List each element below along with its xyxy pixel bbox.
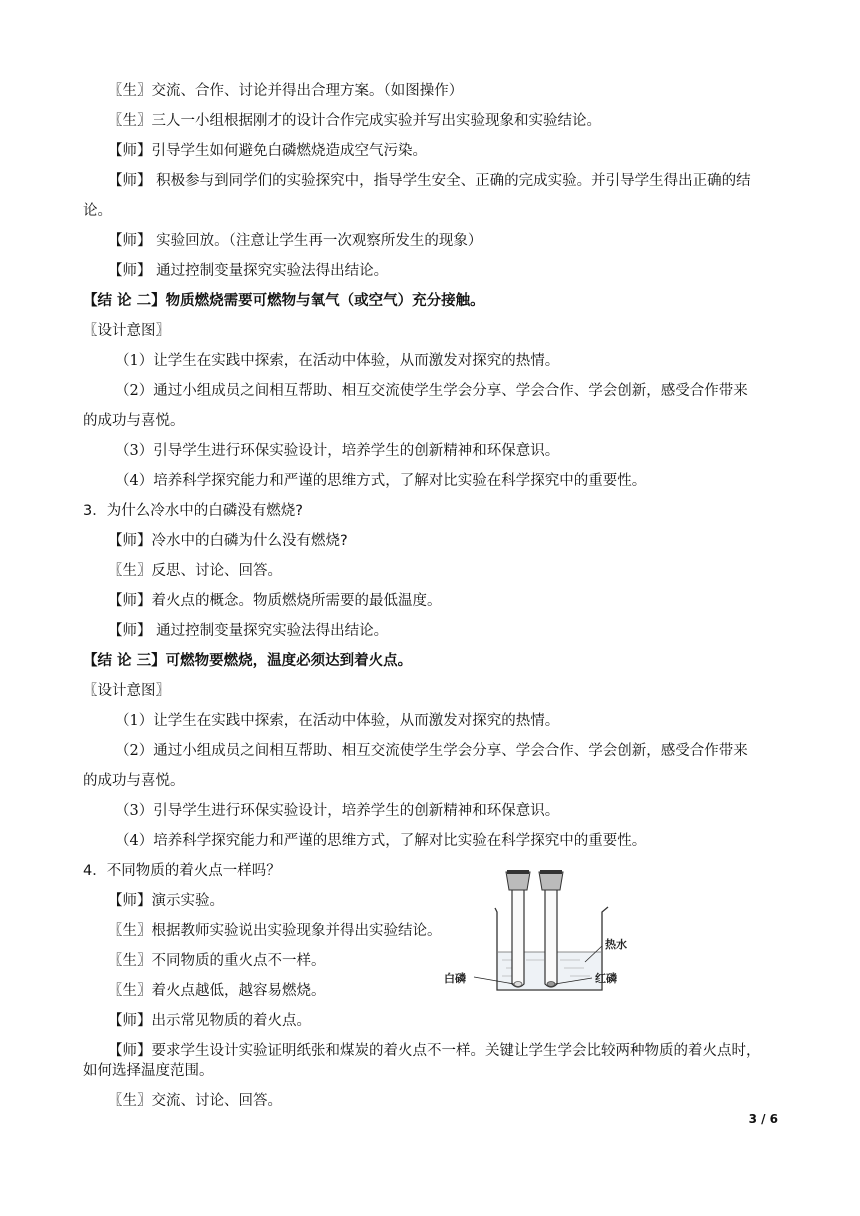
- label-red-phosphorus: 红磷: [595, 972, 617, 985]
- text-line: 〖生〗三人一小组根据刚才的设计合作完成实验并写出实验现象和实验结论。: [108, 113, 601, 129]
- section-heading: 〖设计意图〗: [83, 323, 170, 339]
- text-line: 【师】 积极参与到同学们的实验探究中，指导学生安全、正确的完成实验。并引导学生得出正确的结: [108, 173, 751, 189]
- text-line: 【师】冷水中的白磷为什么没有燃烧?: [108, 533, 348, 549]
- text-line: 〖生〗反思、讨论、回答。: [108, 563, 282, 579]
- text-line: 【师】 通过控制变量探究实验法得出结论。: [108, 623, 389, 639]
- red-phosphorus-sample: [547, 982, 555, 987]
- text-line: 〖生〗交流、讨论、回答。: [108, 1093, 282, 1109]
- text-line: 〖生〗不同物质的重火点不一样。: [108, 953, 326, 969]
- stopper-right: [539, 872, 563, 890]
- text-line: 〖生〗着火点越低，越容易燃烧。: [108, 983, 326, 999]
- text-line: 的成功与喜悦。: [83, 413, 185, 429]
- stopper-left: [506, 872, 530, 890]
- text-line: （3）引导学生进行环保实验设计，培养学生的创新精神和环保意识。: [115, 803, 560, 819]
- text-line: （1）让学生在实践中探索，在活动中体验，从而激发对探究的热情。: [115, 713, 560, 729]
- white-phosphorus-sample: [514, 982, 522, 987]
- text-line: 【师】着火点的概念。物质燃烧所需要的最低温度。: [108, 593, 442, 609]
- conclusion-heading: 【结 论 二】物质燃烧需要可燃物与氧气（或空气）充分接触。: [83, 293, 485, 309]
- text-line: 的成功与喜悦。: [83, 773, 185, 789]
- text-line: （1）让学生在实践中探索，在活动中体验，从而激发对探究的热情。: [115, 353, 560, 369]
- conclusion-heading: 【结 论 三】可燃物要燃烧，温度必须达到着火点。: [83, 653, 413, 669]
- numbered-question: 3．为什么冷水中的白磷没有燃烧?: [83, 503, 303, 519]
- text-line: 【师】 通过控制变量探究实验法得出结论。: [108, 263, 389, 279]
- page-number: 3 / 6: [748, 1112, 778, 1126]
- text-line: 【师】演示实验。: [108, 893, 224, 909]
- text-line: 〖生〗根据教师实验说出实验现象并得出实验结论。: [108, 923, 442, 939]
- experiment-figure: [440, 860, 640, 992]
- test-tube-left: [512, 882, 524, 987]
- label-hot-water: 热水: [605, 938, 627, 951]
- numbered-question: 4．不同物质的着火点一样吗？: [83, 863, 281, 879]
- text-line: 【师】出示常见物质的着火点。: [108, 1013, 311, 1029]
- text-line: 论。: [83, 203, 112, 219]
- text-line: 【师】引导学生如何避免白磷燃烧造成空气污染。: [108, 143, 427, 159]
- test-tube-right: [545, 882, 557, 987]
- text-line: （4）培养科学探究能力和严谨的思维方式，了解对比实验在科学探究中的重要性。: [115, 833, 647, 849]
- text-line: 〖生〗交流、合作、讨论并得出合理方案。（如图操作）: [108, 83, 464, 99]
- section-heading: 〖设计意图〗: [83, 683, 170, 699]
- text-line: （2）通过小组成员之间相互帮助、相互交流使学生学会分享、学会合作、学会创新，感受合作带来: [115, 743, 748, 759]
- text-line: 【师】要求学生设计实验证明纸张和煤炭的着火点不一样。关键让学生学会比较两种物质的着火点时，: [108, 1043, 761, 1059]
- text-line: 如何选择温度范围。: [83, 1063, 214, 1079]
- text-line: 【师】 实验回放。（注意让学生再一次观察所发生的现象）: [108, 233, 483, 249]
- text-line: （2）通过小组成员之间相互帮助、相互交流使学生学会分享、学会合作、学会创新，感受合作带来: [115, 383, 748, 399]
- text-line: （3）引导学生进行环保实验设计，培养学生的创新精神和环保意识。: [115, 443, 560, 459]
- text-line: （4）培养科学探究能力和严谨的思维方式，了解对比实验在科学探究中的重要性。: [115, 473, 647, 489]
- label-white-phosphorus: 白磷: [444, 972, 466, 985]
